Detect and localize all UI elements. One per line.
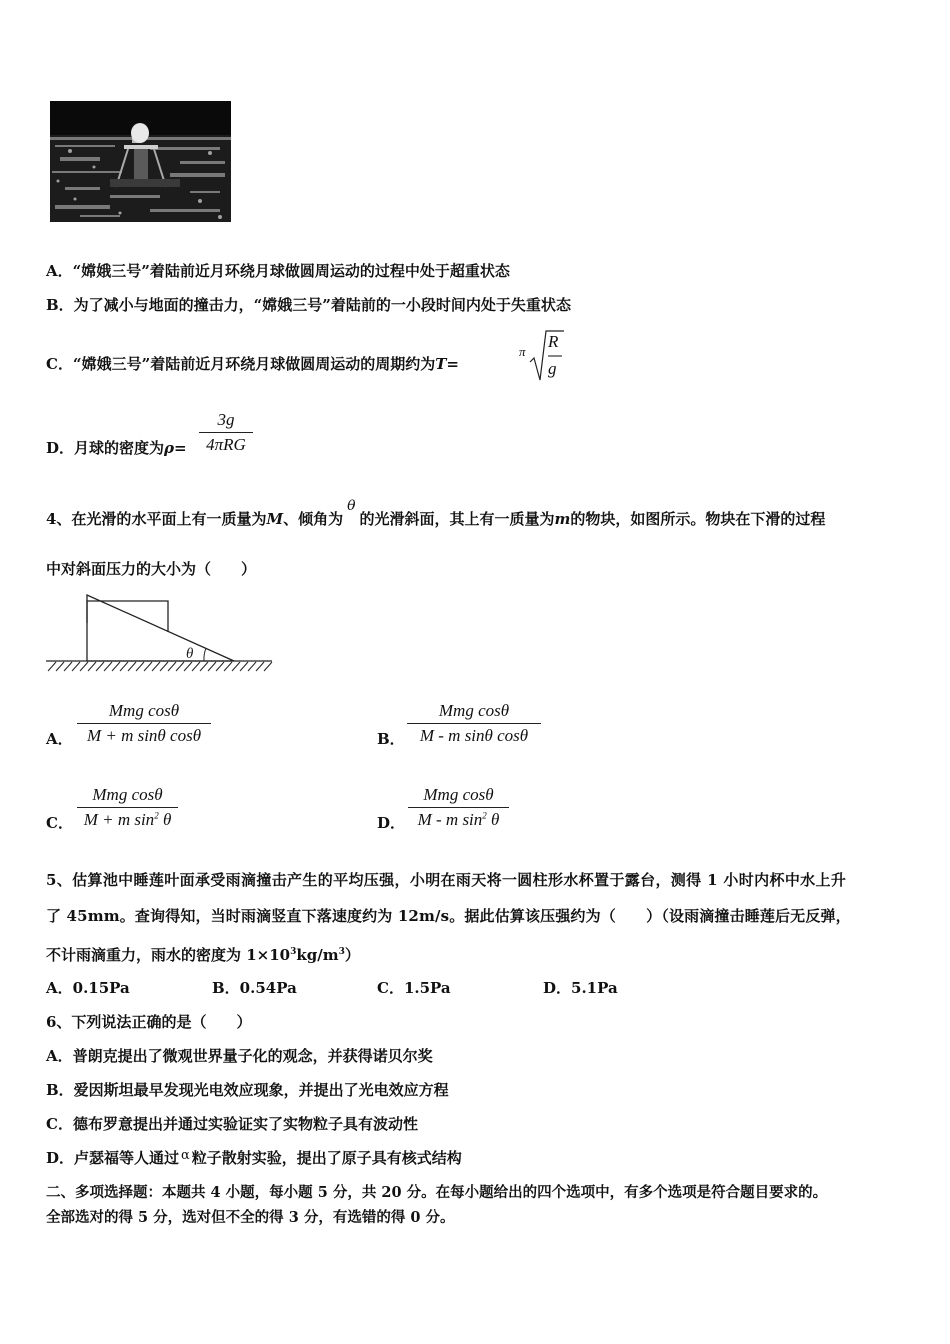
fraction-numerator: Mmg cosθ [92, 785, 163, 804]
q4-var-theta: θ [347, 498, 356, 514]
q3-option-c-text: C．“嫦娥三号”着陆前近月环绕月球做圆周运动的周期约为 [46, 355, 436, 373]
q6-stem: 6、下列说法正确的是（ ） [46, 1013, 252, 1031]
section2-heading-line1: 二、多项选择题：本题共 4 小题，每小题 5 分，共 20 分。在每小题给出的四个选项中，有多个选项是符合题目要求的。 [46, 1184, 828, 1201]
q4-text-a: 4、在光滑的水平面上有一质量为 [46, 510, 267, 528]
fraction-denominator: 4πRG [206, 435, 246, 454]
fraction-numerator: Mmg cosθ [108, 701, 180, 720]
q5-stem-line3 [46, 942, 360, 965]
q6-option-b: B．爱因斯坦最早发现光电效应现象，并提出了光电效应方程 [46, 1081, 449, 1099]
den-superscript: 2 [482, 810, 487, 821]
q3-option-c-num: R [548, 332, 559, 351]
incline-figure [44, 592, 276, 672]
q4-stem-line1 [46, 498, 826, 530]
q3-option-c-lhs: T= [435, 355, 459, 373]
q6-option-d-text-b: 粒子散射实验，提出了原子具有核式结构 [191, 1149, 462, 1167]
sqrt-symbol [529, 328, 565, 384]
den-part-b: θ [486, 810, 500, 829]
fraction-numerator: Mmg cosθ [423, 785, 494, 804]
q3-option-b: B．为了减小与地面的撞击力，“嫦娥三号”着陆前的一小段时间内处于失重状态 [46, 296, 571, 314]
fraction-denominator: M - m sinθ cosθ [419, 726, 529, 745]
q4-option-a-fraction [77, 701, 211, 746]
q3-option-c-den: g [548, 359, 557, 378]
fraction-numerator: Mmg cosθ [438, 701, 510, 720]
q4-option-d-label: D． [377, 814, 406, 832]
q3-option-d-lhs: ρ= [164, 439, 187, 457]
q5-exp: 3 [290, 947, 297, 957]
q6-option-d [46, 1148, 462, 1170]
q4-text-d: 的物块，如图所示。物块在下滑的过程 [570, 510, 826, 528]
q6-option-a: A．普朗克提出了微观世界量子化的观念，并获得诺贝尔奖 [46, 1047, 433, 1065]
q4-text-c: 的光滑斜面，其上有一质量为 [359, 510, 555, 528]
den-part-b: θ [158, 810, 172, 829]
q6-option-d-text-a: D．卢瑟福等人通过 [46, 1149, 180, 1167]
q5-option-c: C．1.5Pa [377, 979, 451, 997]
q4-option-d-fraction [408, 785, 509, 830]
q4-option-a-label: A． [46, 730, 73, 748]
q6-option-c: C．德布罗意提出并通过实验证实了实物粒子具有波动性 [46, 1115, 418, 1133]
q4-option-c-fraction [77, 785, 178, 830]
q4-option-b-label: B． [377, 730, 405, 748]
q4-text-b: 、倾角为 [283, 510, 344, 528]
q4-option-b-fraction [407, 701, 541, 746]
q4-var-M: M [266, 510, 284, 528]
q5-text-c: ） [344, 946, 360, 964]
den-part-a: M - m sin [417, 810, 483, 829]
q5-stem-line2: 了 45mm。查询得知，当时雨滴竖直下落速度约为 12m/s。据此估算该压强约为（ ）（设雨滴撞击睡莲后无反弹， [46, 907, 851, 925]
fraction-denominator: M + m sinθ cosθ [86, 726, 202, 745]
q4-stem-line2: 中对斜面压力的大小为（ ） [46, 560, 257, 578]
q3-option-a: A．“嫦娥三号”着陆前近月环绕月球做圆周运动的过程中处于超重状态 [46, 262, 510, 280]
q5-text-b: kg/m [296, 946, 339, 964]
fraction-denominator [77, 810, 178, 830]
den-superscript: 2 [154, 810, 159, 821]
q3-option-d-text: D．月球的密度为 [46, 439, 165, 457]
fraction-denominator [408, 810, 509, 830]
q3-option-c [46, 354, 459, 374]
q3-option-d-fraction [199, 410, 253, 455]
q4-var-m: m [554, 510, 571, 528]
q5-text-a: 不计雨滴重力，雨水的密度为 1×10 [46, 946, 291, 964]
q5-option-d: D．5.1Pa [543, 979, 618, 997]
den-part-a: M + m sin [83, 810, 155, 829]
fraction-numerator: 3g [217, 410, 235, 429]
q3-option-d [46, 438, 187, 458]
q5-option-a: A．0.15Pa [46, 979, 130, 997]
q6-alpha: α [181, 1148, 190, 1163]
q4-option-c-label: C． [46, 814, 73, 832]
section2-heading-line2: 全部选对的得 5 分，选对但不全的得 3 分，有选错的得 0 分。 [46, 1209, 455, 1226]
moon-lander-photo [50, 101, 231, 222]
q5-option-b: B．0.54Pa [212, 979, 297, 997]
q5-stem-line1: 5、估算池中睡莲叶面承受雨滴撞击产生的平均压强，小明在雨天将一圆柱形水杯置于露台，测得 1 小时内杯中水上升 [46, 871, 847, 889]
q3-option-c-pi: π [519, 344, 526, 359]
q5-exp2: 3 [338, 947, 345, 957]
figure-theta-label: θ [186, 646, 194, 662]
